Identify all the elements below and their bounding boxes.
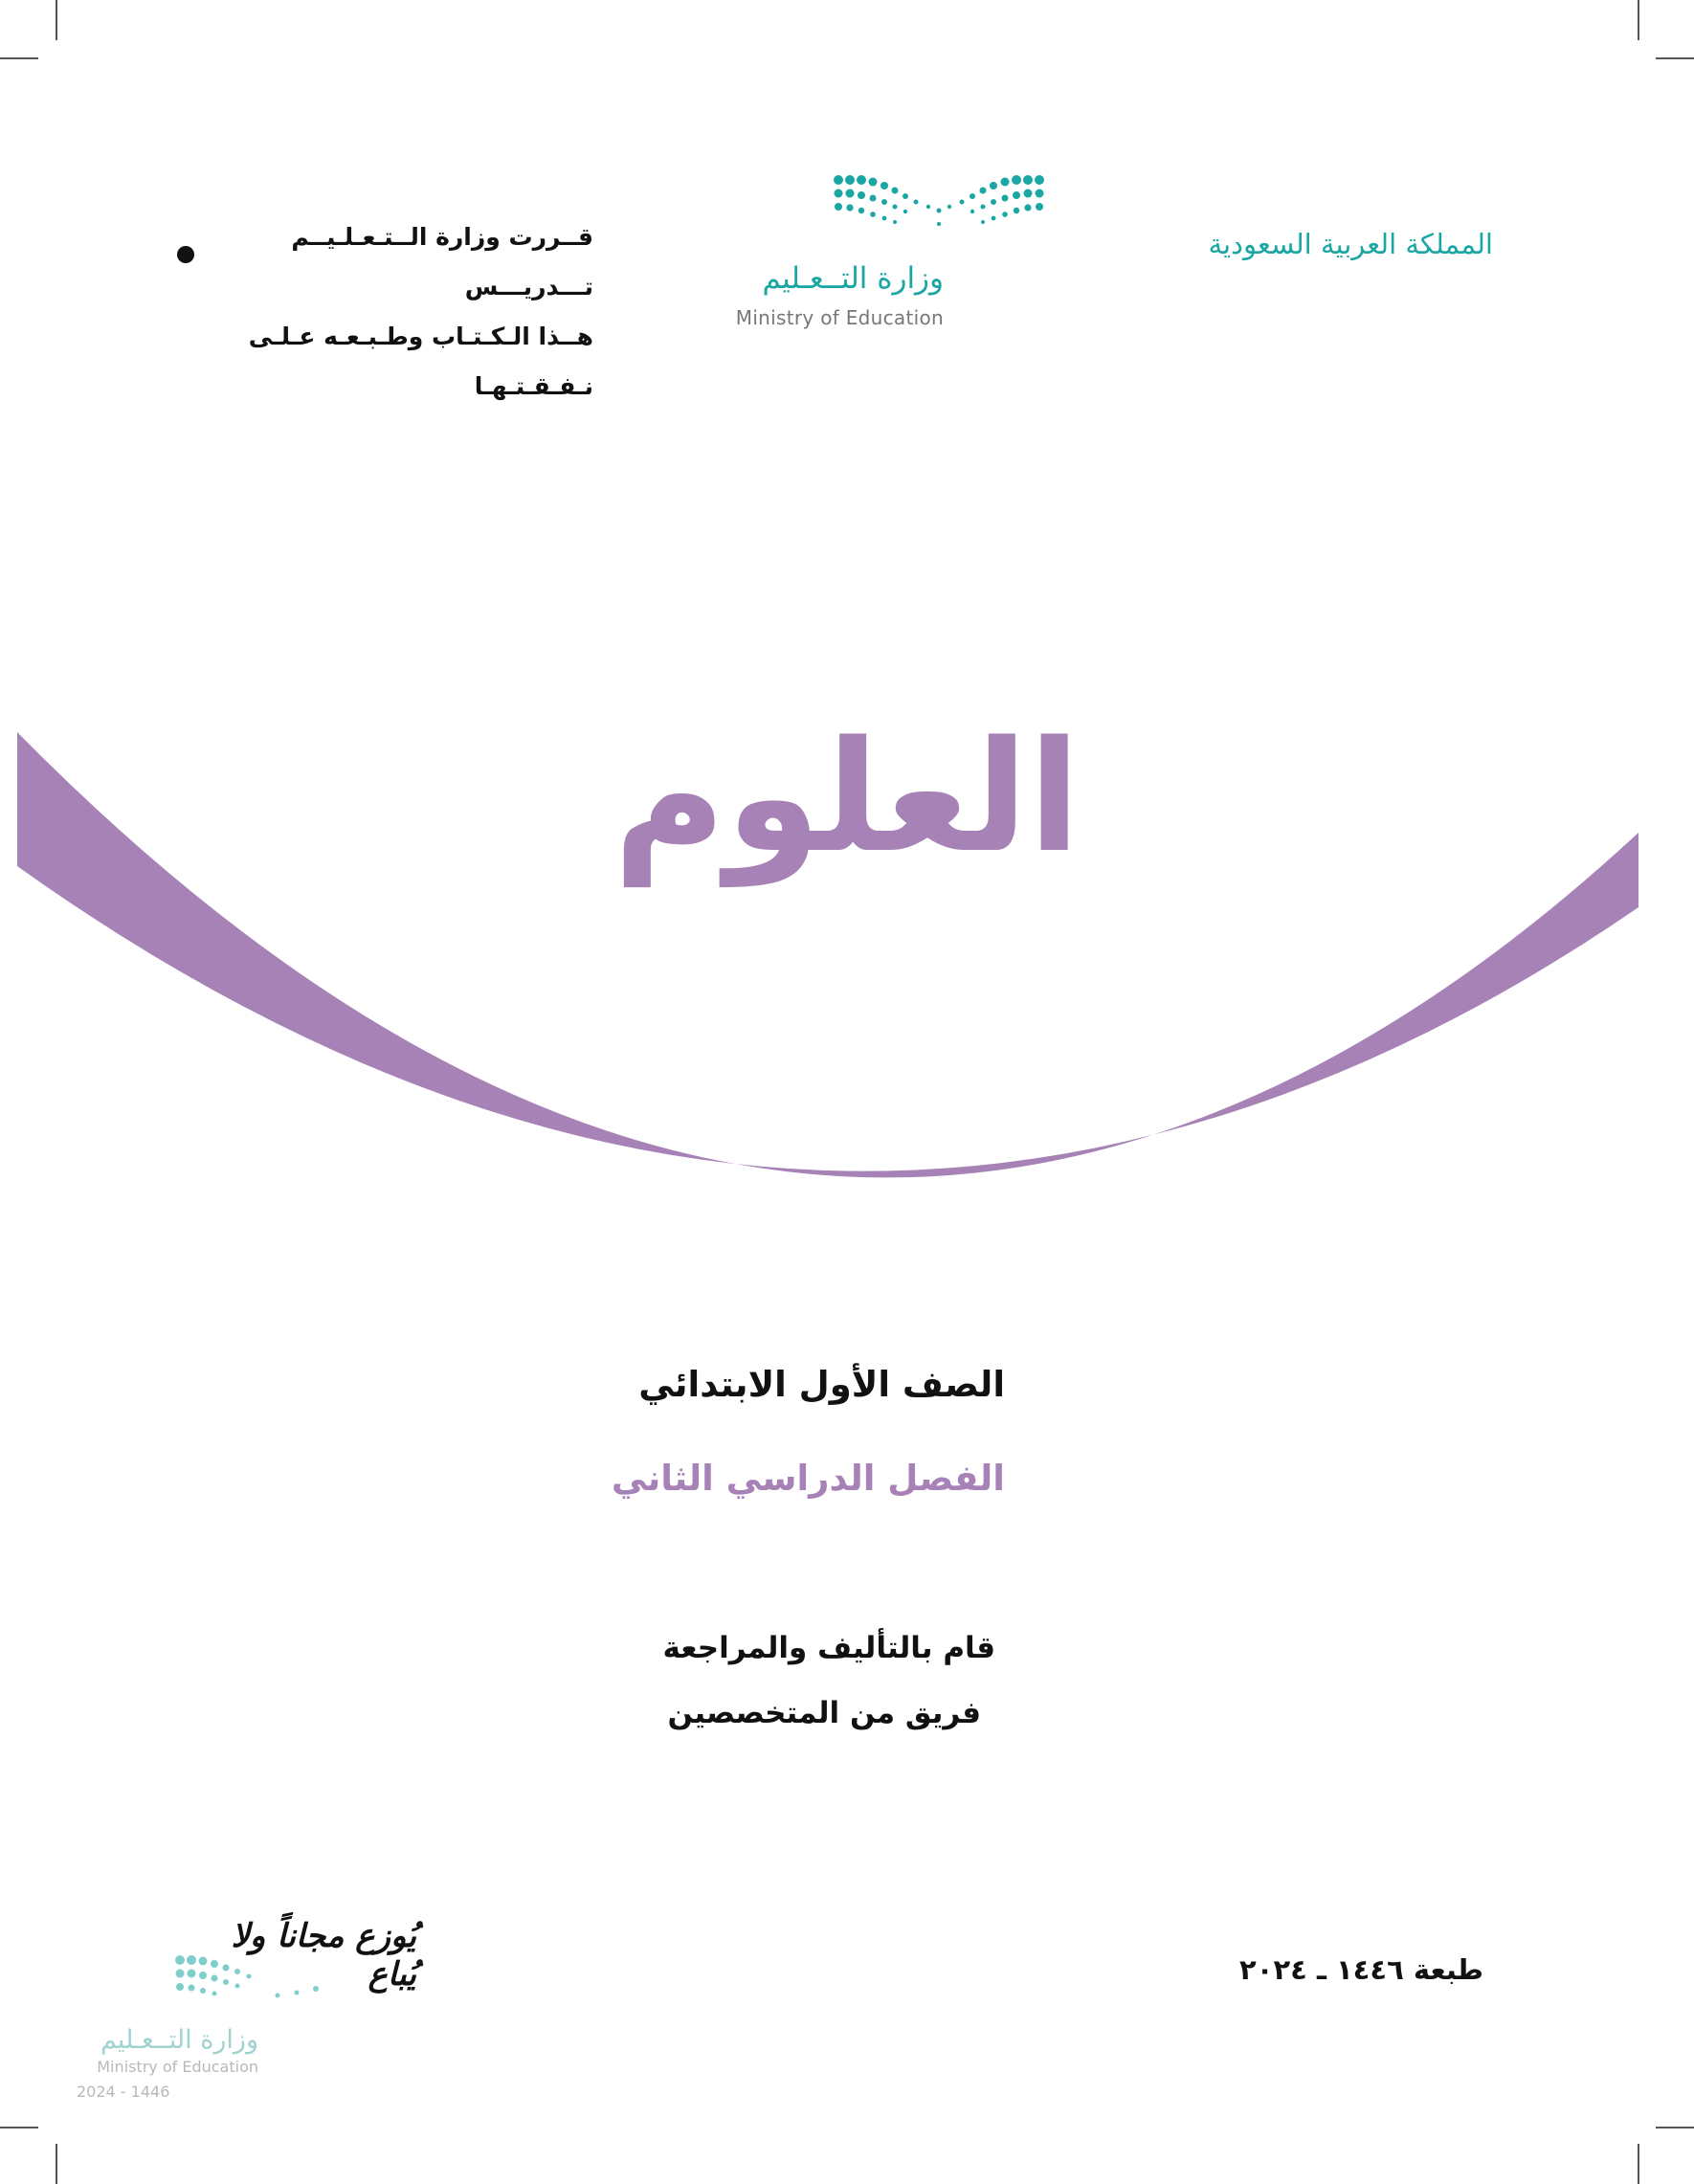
small-ministry-name-en: Ministry of Education	[97, 2058, 258, 2076]
approval-line: هــذا الـكـتـاب وطـبـعـه عـلـى نـفـقـتـهـا	[248, 323, 593, 400]
small-ministry-name-ar: وزارة التــعـليم	[100, 2025, 258, 2055]
crop-mark	[1656, 57, 1694, 59]
approval-statement	[201, 212, 593, 412]
ministry-dots-icon	[172, 1952, 383, 2005]
edition-label: طبعة ١٤٤٦ ـ ٢٠٢٤	[1239, 1953, 1483, 1986]
bullet-icon	[177, 246, 194, 263]
approval-line: قــررت وزارة الــتـعـلـيــم تـــدريـــس	[291, 223, 593, 301]
crop-mark	[0, 57, 38, 59]
kingdom-name: المملكة العربية السعودية	[1208, 228, 1493, 260]
crop-mark	[56, 0, 57, 40]
semester-label: الفصل الدراسي الثاني	[611, 1458, 1005, 1499]
ministry-name-en: Ministry of Education	[735, 306, 944, 329]
small-year-label: 2024 - 1446	[77, 2083, 170, 2101]
crop-mark	[0, 2127, 38, 2128]
crop-mark	[1656, 2127, 1694, 2128]
ministry-logo-icon	[833, 172, 1045, 232]
crop-mark	[56, 2144, 57, 2184]
authors-line: قام بالتأليف والمراجعة	[662, 1631, 995, 1665]
ministry-name-ar: وزارة التــعـليم	[762, 261, 944, 296]
authors-line: فريق من المتخصصين	[667, 1696, 981, 1730]
crop-mark	[1638, 2144, 1639, 2184]
free-distribution-text: يُوزع مجاناً ولا يُباع	[231, 1917, 416, 1994]
crop-mark	[1638, 0, 1639, 40]
book-title: العلوم	[613, 707, 1081, 886]
grade-level: الصف الأول الابتدائي	[638, 1364, 1005, 1405]
